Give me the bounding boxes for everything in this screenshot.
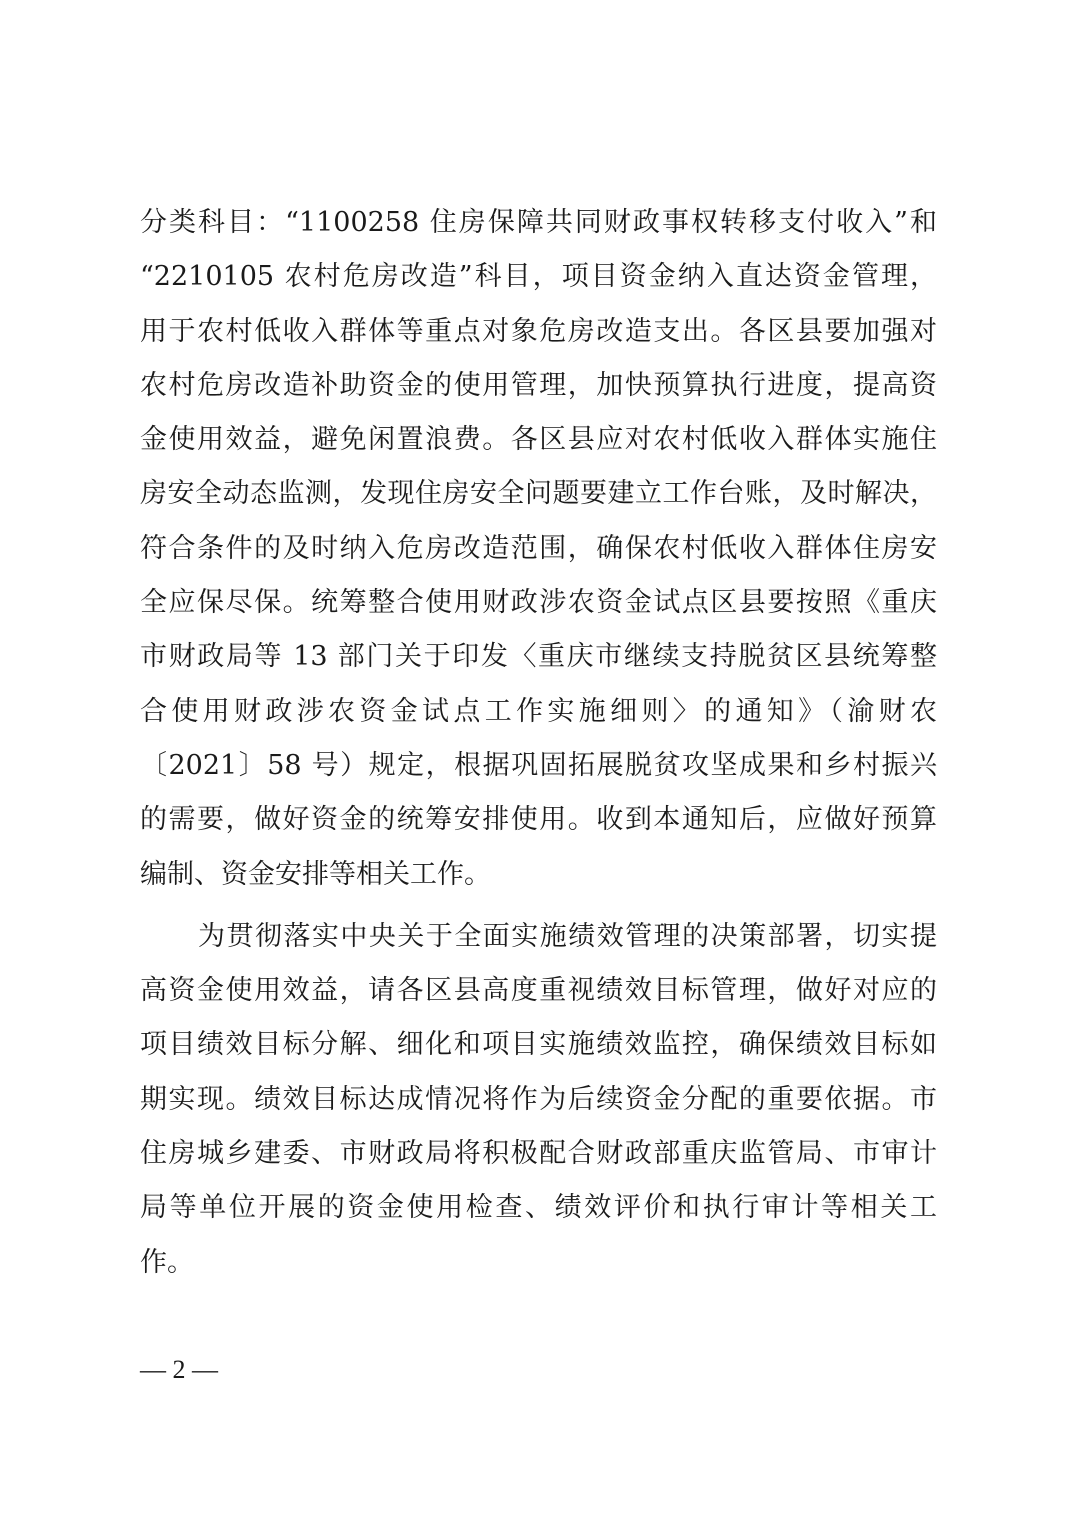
text-line: 编制、资金安排等相关工作。 — [140, 858, 491, 890]
text-line: 市财政局等 13 部门关于印发〈重庆市继续支持脱贫区县统筹整 — [140, 641, 937, 673]
text-line: 合使用财政涉农资金试点工作实施细则〉的通知》（渝财农 — [140, 695, 937, 727]
paragraph-funding-usage — [140, 196, 937, 902]
text-line: 期实现。绩效目标达成情况将作为后续资金分配的重要依据。市 — [140, 1083, 937, 1115]
document-body — [140, 196, 937, 1290]
text-line: 房安全动态监测，发现住房安全问题要建立工作台账，及时解决， — [140, 478, 937, 510]
text-line: 符合条件的及时纳入危房改造范围，确保农村低收入群体住房安 — [140, 532, 937, 564]
text-line: 住房城乡建委、市财政局将积极配合财政部重庆监管局、市审计 — [140, 1138, 937, 1170]
text-line: 〔2021〕58 号）规定，根据巩固拓展脱贫攻坚成果和乡村振兴 — [140, 749, 937, 781]
text-line: 为贯彻落实中央关于全面实施绩效管理的决策部署，切实提 — [198, 920, 937, 952]
text-line: 金使用效益，避免闲置浪费。各区县应对农村低收入群体实施住 — [140, 424, 937, 456]
text-line: 的需要，做好资金的统筹安排使用。收到本通知后，应做好预算 — [140, 804, 937, 836]
paragraph-performance-management — [140, 910, 937, 1290]
paragraph-gap — [140, 902, 937, 910]
text-line: 局等单位开展的资金使用检查、绩效评价和执行审计等相关工 — [140, 1192, 937, 1224]
text-line: 分类科目：“1100258 住房保障共同财政事权转移支付收入”和 — [140, 207, 937, 238]
page-number: — 2 — — [140, 1355, 218, 1384]
text-line: 农村危房改造补助资金的使用管理，加快预算执行进度，提高资 — [140, 369, 937, 401]
text-line: 用于农村低收入群体等重点对象危房改造支出。各区县要加强对 — [140, 315, 937, 347]
text-line: 作。 — [140, 1246, 194, 1278]
text-line: “2210105 农村危房改造”科目，项目资金纳入直达资金管理， — [140, 261, 937, 293]
text-line: 全应保尽保。统筹整合使用财政涉农资金试点区县要按照《重庆 — [140, 587, 937, 619]
text-line: 高资金使用效益，请各区县高度重视绩效目标管理，做好对应的 — [140, 975, 937, 1007]
text-line: 项目绩效目标分解、细化和项目实施绩效监控，确保绩效目标如 — [140, 1029, 937, 1061]
